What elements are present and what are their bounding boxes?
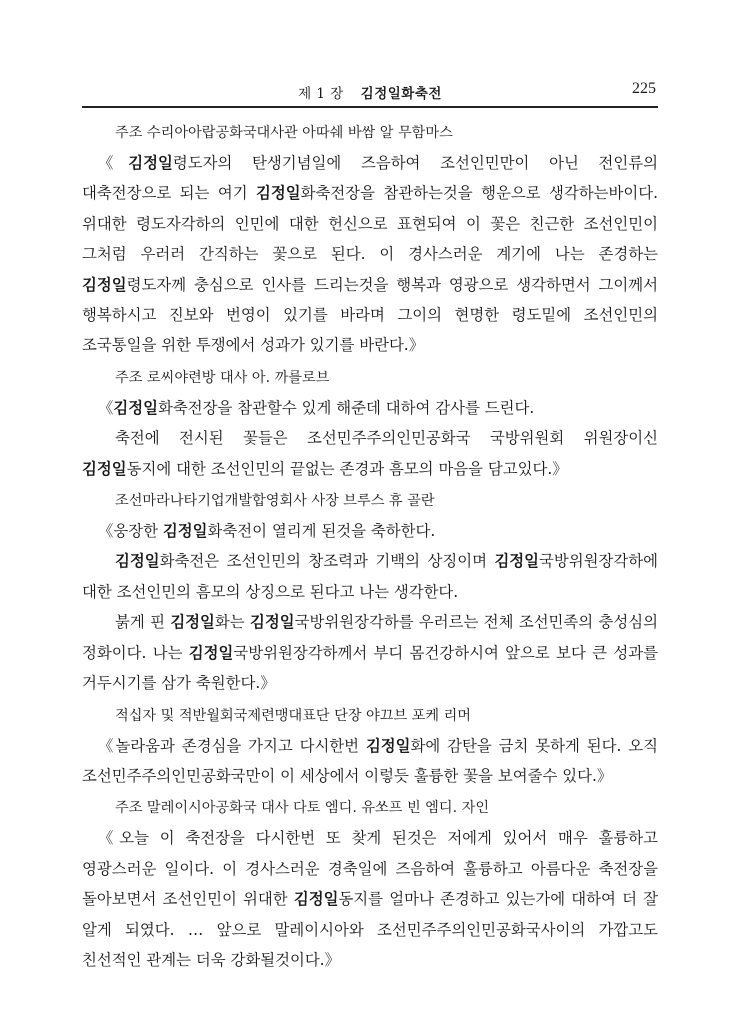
section-syria	[82, 118, 658, 361]
page-number: 225	[632, 80, 656, 97]
quote-paragraph: 축전에 전시된 꽃들은 조선민주주의인민공화국 국방위원회 위원장이신 김정일동지에 대한 조선인민의 끝없는 존경과 흠모의 마음을 담고있다.》	[82, 429, 658, 478]
speaker-line: 주조 말레이시아공화국 대사 다토 엠디. 유쏘프 빈 엠디. 자인	[115, 800, 490, 817]
section-maranatha	[82, 486, 658, 698]
leader-name: 김정일	[162, 522, 208, 541]
leader-name: 김정일	[250, 613, 295, 632]
section-russia	[82, 363, 658, 484]
section-malaysia	[82, 793, 658, 975]
leader-name: 김정일	[293, 890, 339, 909]
leader-name: 김정일	[82, 275, 127, 294]
speaker-line: 주조 수리아아랍공화국대사관 아따쉐 바쌈 알 무함마스	[115, 125, 453, 141]
chapter-label: 제 1 장	[298, 86, 344, 102]
leader-name: 김정일	[115, 552, 160, 571]
section-red-cross	[82, 701, 658, 792]
quote-paragraph: 《김정일화축전장을 참관할수 있게 해준데 대하여 감사를 드린다.	[98, 398, 535, 417]
leader-name: 김정일	[170, 613, 215, 632]
running-header	[82, 80, 658, 108]
leader-name: 김정일	[128, 154, 173, 172]
header-center	[82, 82, 658, 102]
page-body	[82, 118, 658, 975]
leader-name: 김정일	[82, 459, 127, 478]
quote-paragraph: 김정일화축전은 조선인민의 창조력과 기백의 상징이며 김정일국방위원장각하에 대한 조선인민의 흠모의 상징으로 된다고 나는 생각한다.	[82, 552, 658, 601]
speaker-line: 적십자 및 적반월회국제련맹대표단 단장 야끄브 포케 리머	[115, 707, 471, 724]
quote-paragraph: 《오늘 이 축전장을 다시한번 또 찾게 된것은 저에게 있어서 매우 훌륭하고 영광스러운 일이다. 이 경사스러운 경축일에 즈음하여 훌륭하고 아름다운 축전장을 돌아보면서 조선인민이 위대한 김정일동지를 얼마나 존경하고 있는가에 대하여 더 잘 알게 되였다. … 앞으로 말레이시아와 조선민주주의인민공화국사이의 가깝고도 친선적인 관계는 더욱 강화될것이다.》	[82, 829, 658, 969]
leader-name: 김정일	[256, 184, 301, 203]
quote-paragraph: 《놀라움과 존경심을 가지고 다시한번 김정일화에 감탄을 금치 못하게 된다. 오직 조선민주주의인민공화국만이 이 세상에서 이렇듯 훌륭한 꽃을 보여줄수 있다.》	[82, 736, 658, 785]
quote-paragraph: 《김정일령도자의 탄생기념일에 즈음하여 조선인민만이 아닌 전인류의 대축전장으로 되는 여기 김정일화축전장을 참관하는것을 행운으로 생각하는바이다. 위대한 령도자각하의 인민에 대한 헌신으로 표현되여 이 꽃은 친근한 조선인민이 그처럼 우러러 간직하는 꽃으로 된다. 이 경사스러운 계기에 나는 존경하는 김정일령도자께 충심으로 인사를 드리는것을 행복과 영광으로 생각하면서 그이께서 행복하시고 진보와 번영이 있기를 바라며 그이의 현명한 령도밑에 조선인민의 조국통일을 위한 투쟁에서 성과가 있기를 바란다.》	[82, 154, 658, 355]
speaker-line: 주조 로씨야련방 대사 아. 까를로브	[115, 369, 330, 386]
chapter-title: 김정일화축전	[360, 86, 442, 102]
leader-name: 김정일	[494, 552, 540, 571]
leader-name: 김정일	[188, 643, 234, 662]
quote-paragraph: 《웅장한 김정일화축전이 열리게 된것을 축하한다.	[98, 522, 436, 541]
leader-name: 김정일	[365, 736, 411, 755]
quote-paragraph: 붉게 핀 김정일화는 김정일국방위원장각하를 우러르는 전체 조선민족의 충성심의 정화이다. 나는 김정일국방위원장각하께서 부디 몸건강하시여 앞으로 보다 큰 성과를 거두시기를 삼가 축원한다.》	[82, 613, 658, 693]
speaker-line: 조선마라나타기업개발합영회사 사장 브루스 휴 골란	[115, 493, 435, 510]
leader-name: 김정일	[113, 398, 159, 417]
